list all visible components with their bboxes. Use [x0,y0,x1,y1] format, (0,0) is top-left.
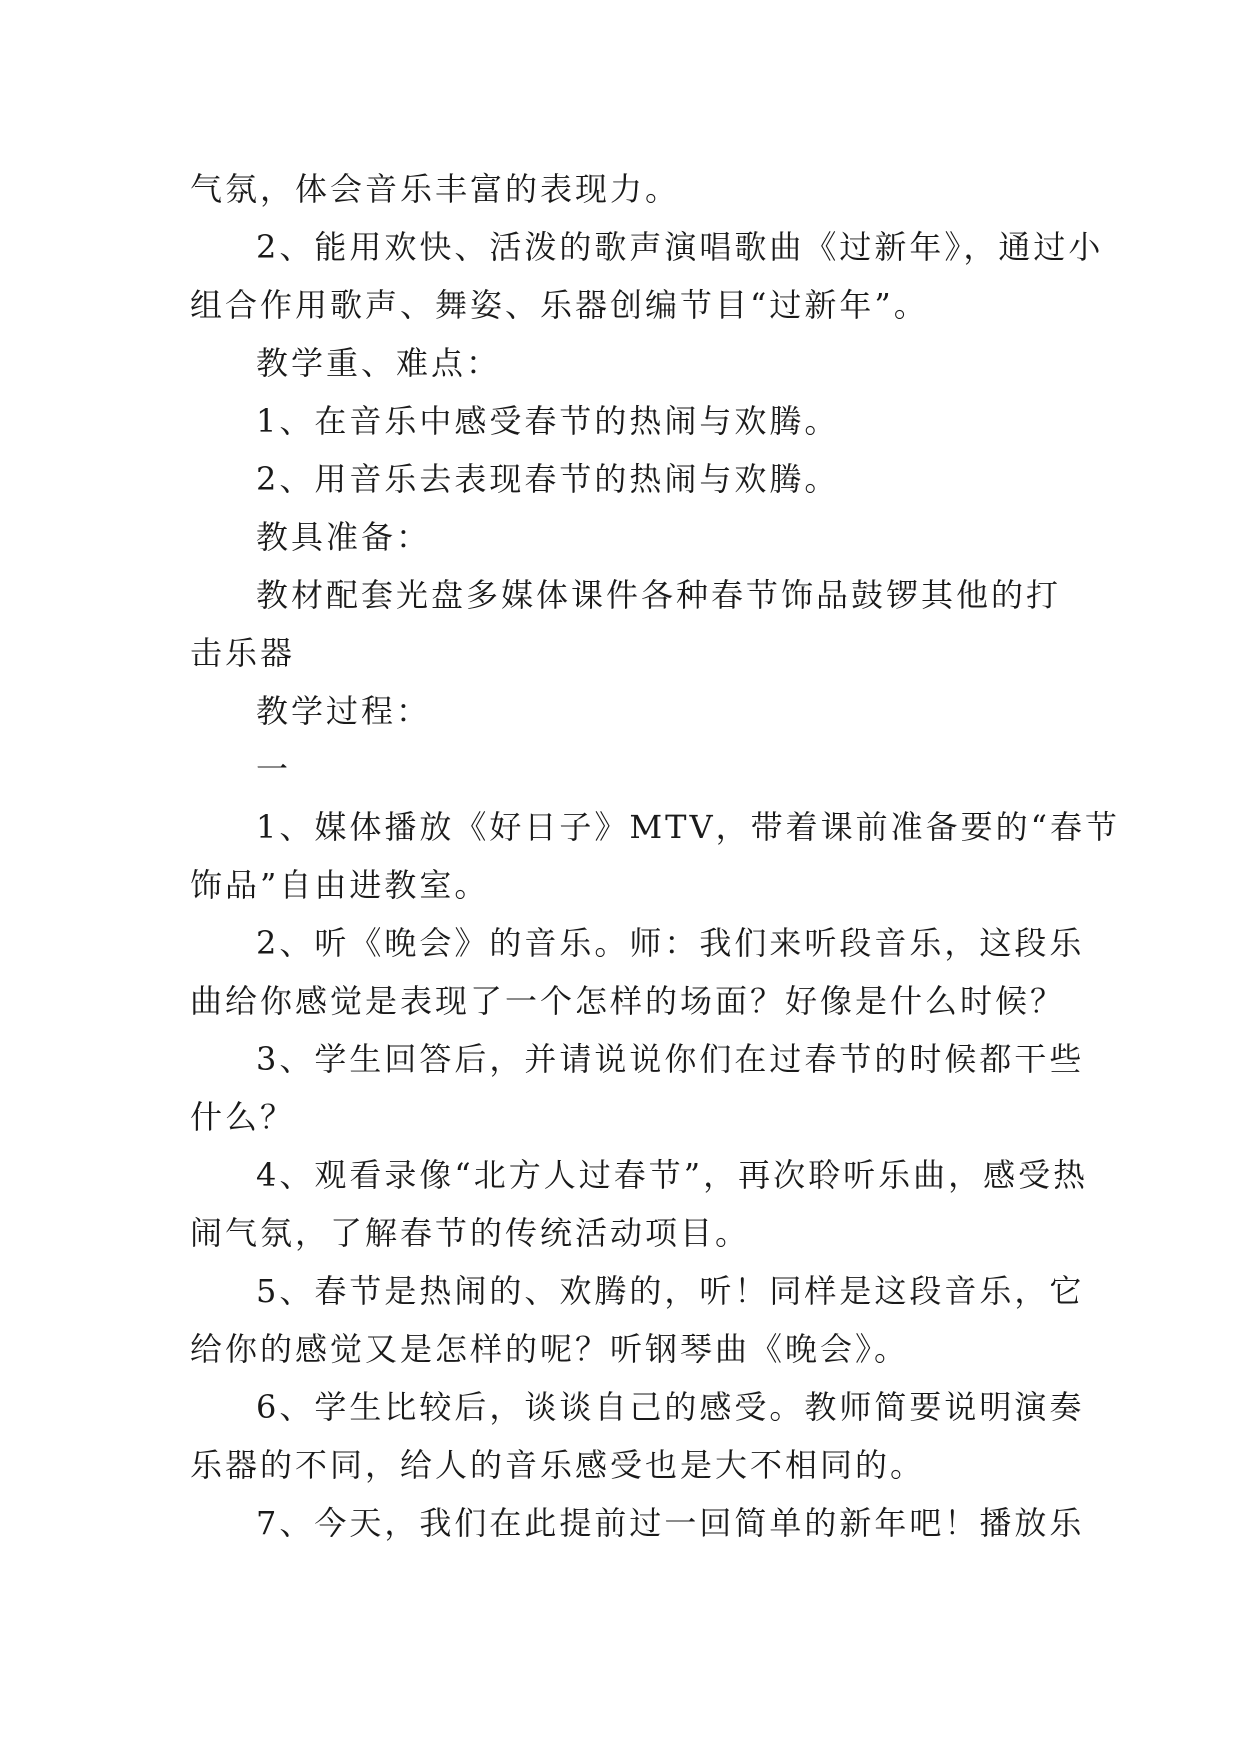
text-line: 6、学生比较后，谈谈自己的感受。教师简要说明演奏 [256,1388,1085,1426]
text-line: 4、观看录像“北方人过春节”，再次聆听乐曲，感受热 [256,1156,1089,1194]
text-line: 曲给你感觉是表现了一个怎样的场面？好像是什么时候？ [190,982,1066,1020]
text-line: 饰品”自由进教室。 [190,866,490,904]
document-body [190,160,1120,1552]
text-line: 1、在音乐中感受春节的热闹与欢腾。 [256,402,840,440]
text-line: 5、春节是热闹的、欢腾的，听！同样是这段音乐，它 [256,1272,1085,1310]
text-line: 教具准备： [256,518,432,556]
text-line: 7、今天，我们在此提前过一回简单的新年吧！播放乐 [256,1504,1085,1542]
text-line: 2、听《晚会》的音乐。师：我们来听段音乐，这段乐 [256,924,1085,962]
text-line: 教学过程： [256,692,432,730]
text-line: 乐器的不同，给人的音乐感受也是大不相同的。 [190,1446,926,1484]
text-line: 3、学生回答后，并请说说你们在过春节的时候都干些 [256,1040,1085,1078]
text-line: 一 [256,750,292,788]
text-line: 2、用音乐去表现春节的热闹与欢腾。 [256,460,840,498]
text-line: 气氛，体会音乐丰富的表现力。 [190,170,681,208]
text-line: 1、媒体播放《好日子》MTV，带着课前准备要的“春节 [256,808,1120,846]
text-line: 教学重、难点： [256,344,502,382]
text-line: 什么？ [190,1098,296,1136]
text-line: 击乐器 [190,634,296,672]
text-line: 闹气氛，了解春节的传统活动项目。 [190,1214,751,1252]
text-line: 教材配套光盘多媒体课件各种春节饰品鼓锣其他的打 [256,576,1062,614]
text-line: 给你的感觉又是怎样的呢？听钢琴曲《晚会》。 [190,1330,910,1368]
text-line: 2、能用欢快、活泼的歌声演唱歌曲《过新年》，通过小 [256,228,1104,266]
text-line: 组合作用歌声、舞姿、乐器创编节目“过新年”。 [190,286,929,324]
